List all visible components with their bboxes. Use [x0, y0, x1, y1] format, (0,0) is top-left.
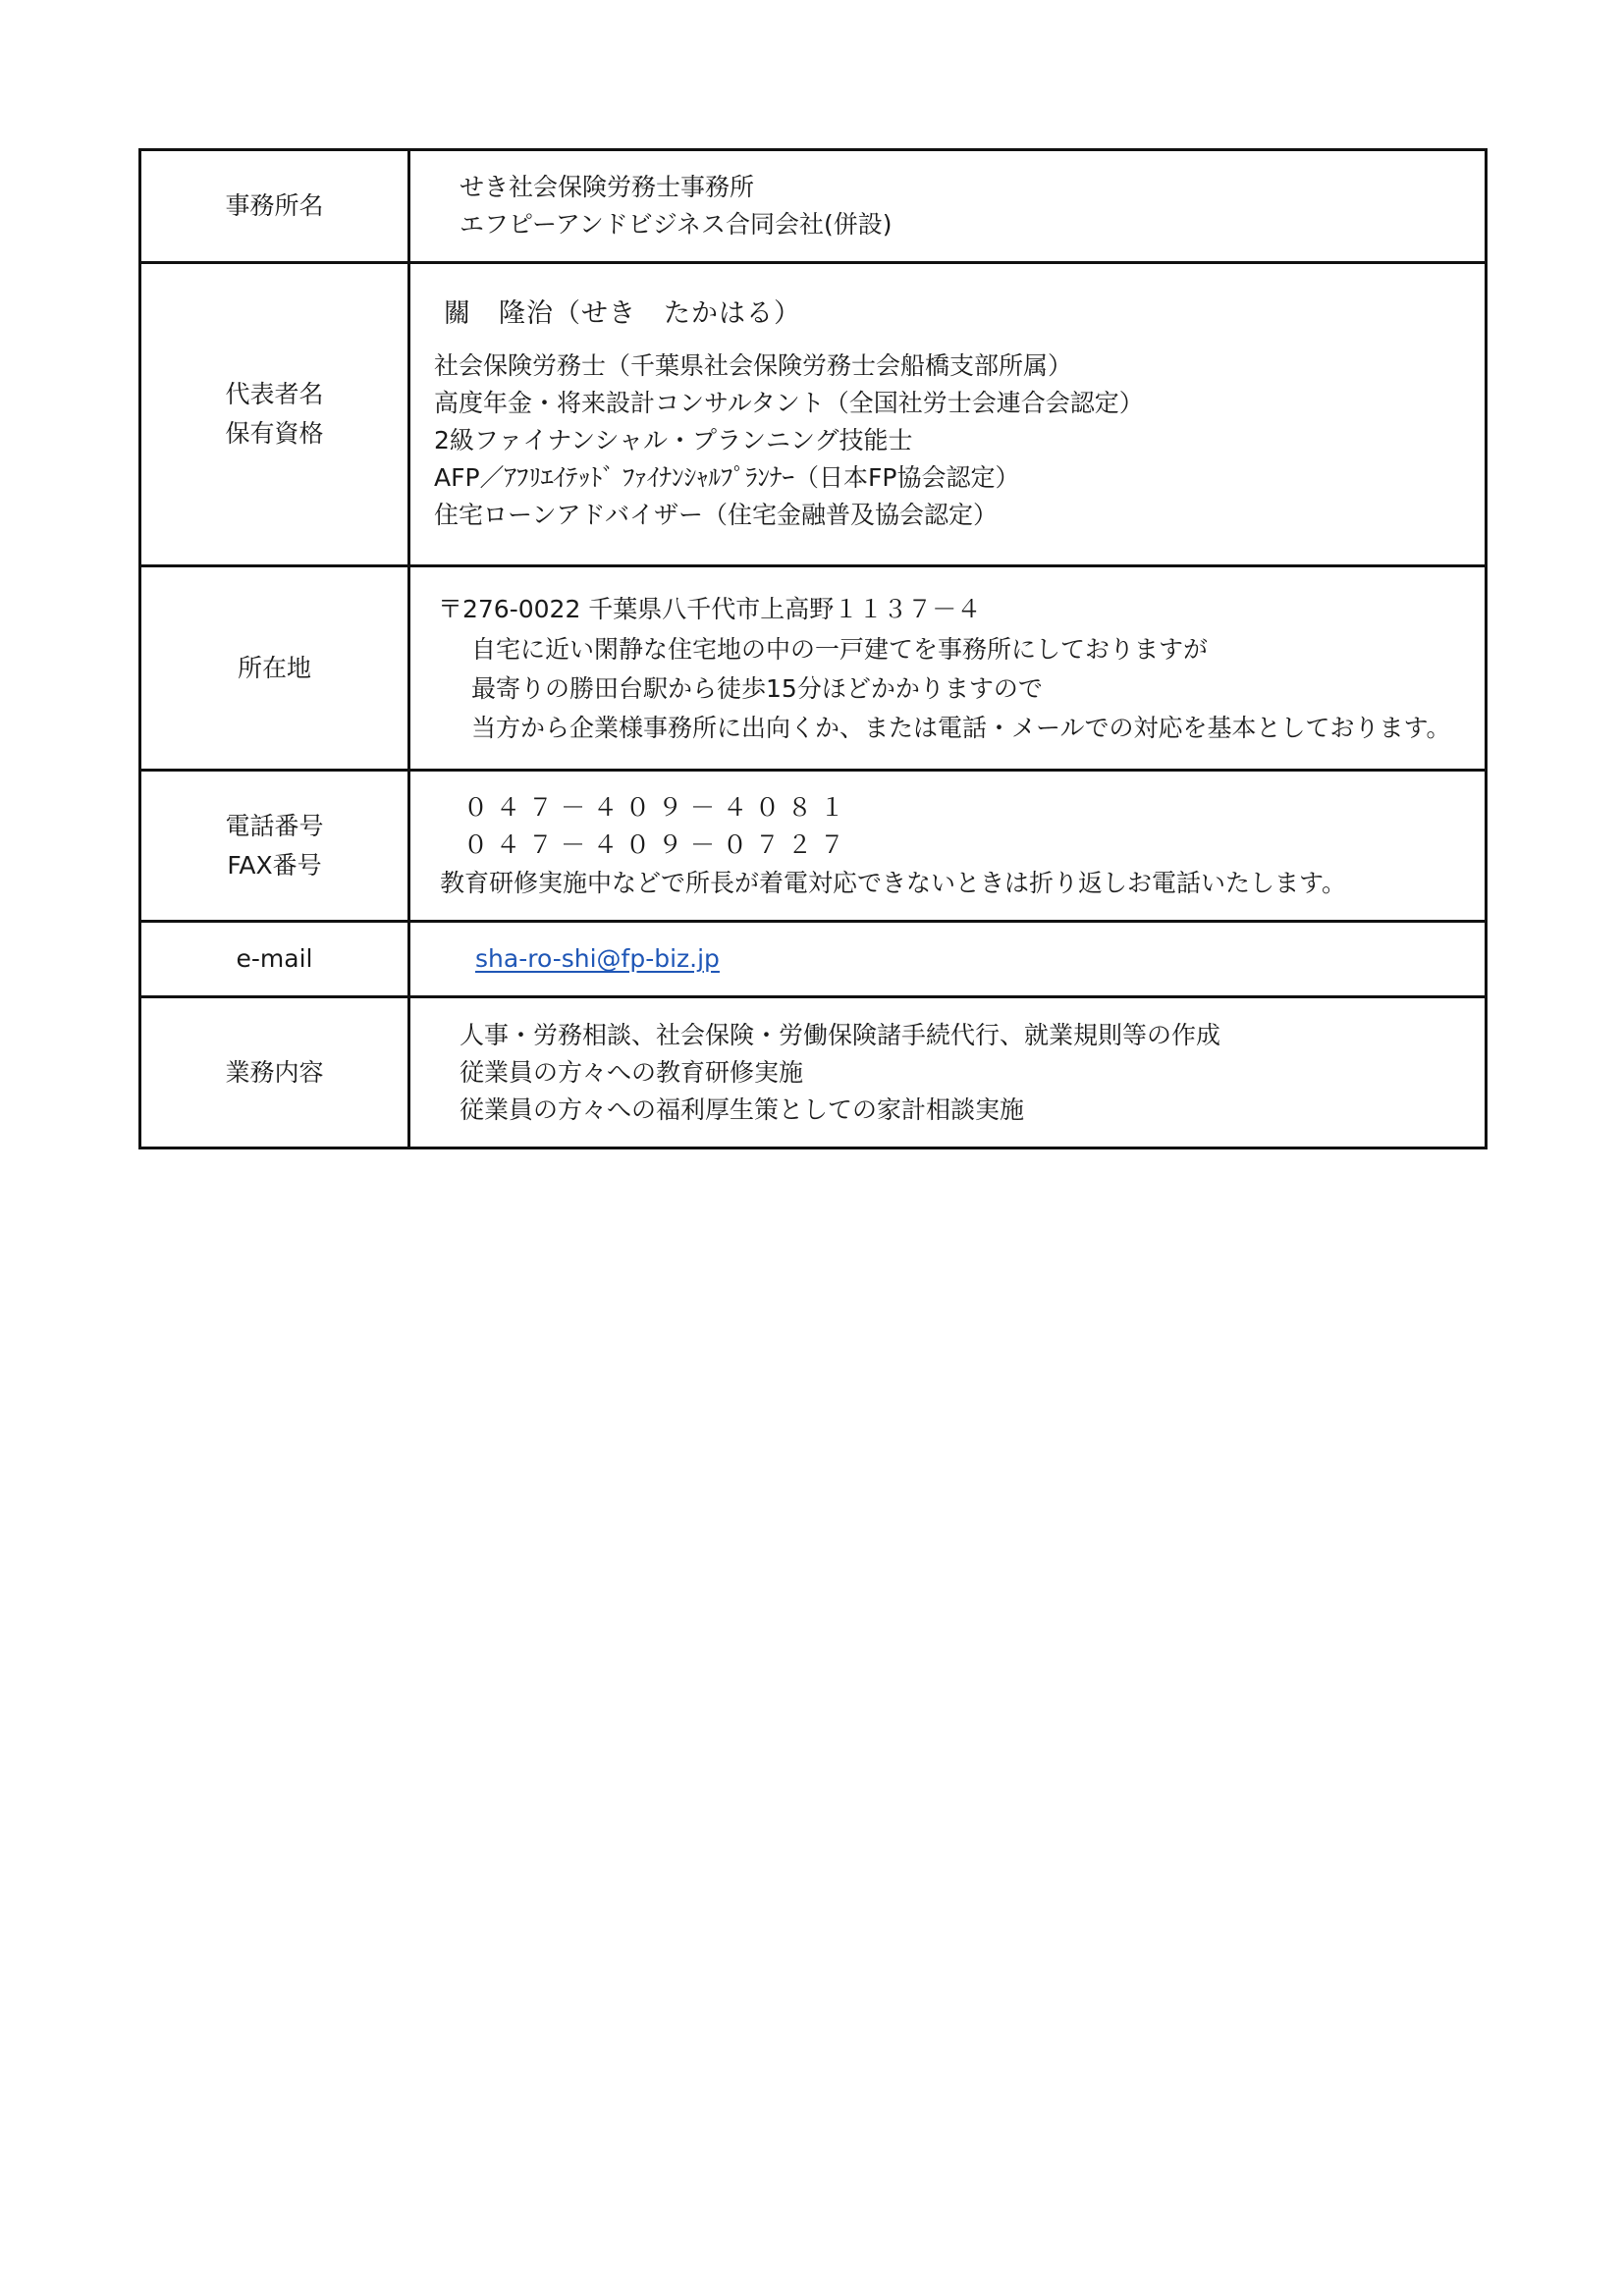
phone-number[interactable]: ０４７－４０９－４０８１ — [463, 792, 853, 822]
office-name-row — [140, 150, 1487, 263]
business-value — [409, 997, 1487, 1148]
representative-name: 關 隆治（せき たかはる） — [444, 298, 801, 329]
qualification-item: 高度年金・将来設計コンサルタント（全国社労士会連合会認定） — [434, 389, 1144, 417]
phone-row — [140, 771, 1487, 922]
representative-row — [140, 263, 1487, 566]
email-label: e-mail — [140, 922, 409, 997]
business-item: 従業員の方々への教育研修実施 — [460, 1057, 804, 1087]
office-name-line: せき社会保険労務士事務所 — [460, 173, 755, 201]
office-info-table — [138, 148, 1488, 1149]
qualification-item: 住宅ローンアドバイザー（住宅金融普及協会認定） — [434, 501, 999, 529]
representative-value — [409, 263, 1487, 566]
office-name-label: 事務所名 — [140, 150, 409, 263]
location-row — [140, 566, 1487, 771]
email-value — [409, 922, 1487, 997]
business-item: 従業員の方々への福利厚生策としての家計相談実施 — [460, 1095, 1025, 1124]
representative-label: 代表者名 保有資格 — [140, 263, 409, 566]
location-note: 当方から企業様事務所に出向くか、または電話・メールでの対応を基本としております。 — [471, 713, 1451, 742]
qualification-item: 社会保険労務士（千葉県社会保険労務士会船橋支部所属） — [434, 351, 1073, 380]
office-name-value — [409, 150, 1487, 263]
location-note: 最寄りの勝田台駅から徒歩15分ほどかかりますので — [471, 673, 1043, 703]
fax-number: ０４７－４０９－０７２７ — [463, 829, 853, 859]
business-item: 人事・労務相談、社会保険・労働保険諸手続代行、就業規則等の作成 — [460, 1020, 1221, 1049]
email-row — [140, 922, 1487, 997]
phone-label: 電話番号 FAX番号 — [140, 771, 409, 922]
qualification-item: 2級ファイナンシャル・プランニング技能士 — [434, 426, 913, 454]
location-note: 自宅に近い閑静な住宅地の中の一戸建てを事務所にしておりますが — [471, 634, 1209, 664]
qualification-item: AFP／ｱﾌﾘｴｲﾃｯﾄﾞ ﾌｧｲﾅﾝｼｬﾙﾌﾟﾗﾝﾅｰ（日本FP協会認定） — [434, 463, 1020, 492]
location-label: 所在地 — [140, 566, 409, 771]
office-name-line: エフピーアンドビジネス合同会社(併設) — [460, 210, 893, 239]
email-link[interactable]: sha-ro-shi@fp-biz.jp — [475, 944, 720, 973]
location-value — [409, 566, 1487, 771]
qualification-list — [434, 347, 1485, 534]
business-label: 業務内容 — [140, 997, 409, 1148]
phone-value — [409, 771, 1487, 922]
postal-address: 〒276-0022 千葉県八千代市上高野１１３７－４ — [438, 594, 982, 623]
phone-note: 教育研修実施中などで所長が着電対応できないときは折り返しお電話いたします。 — [440, 868, 1347, 897]
business-row — [140, 997, 1487, 1148]
